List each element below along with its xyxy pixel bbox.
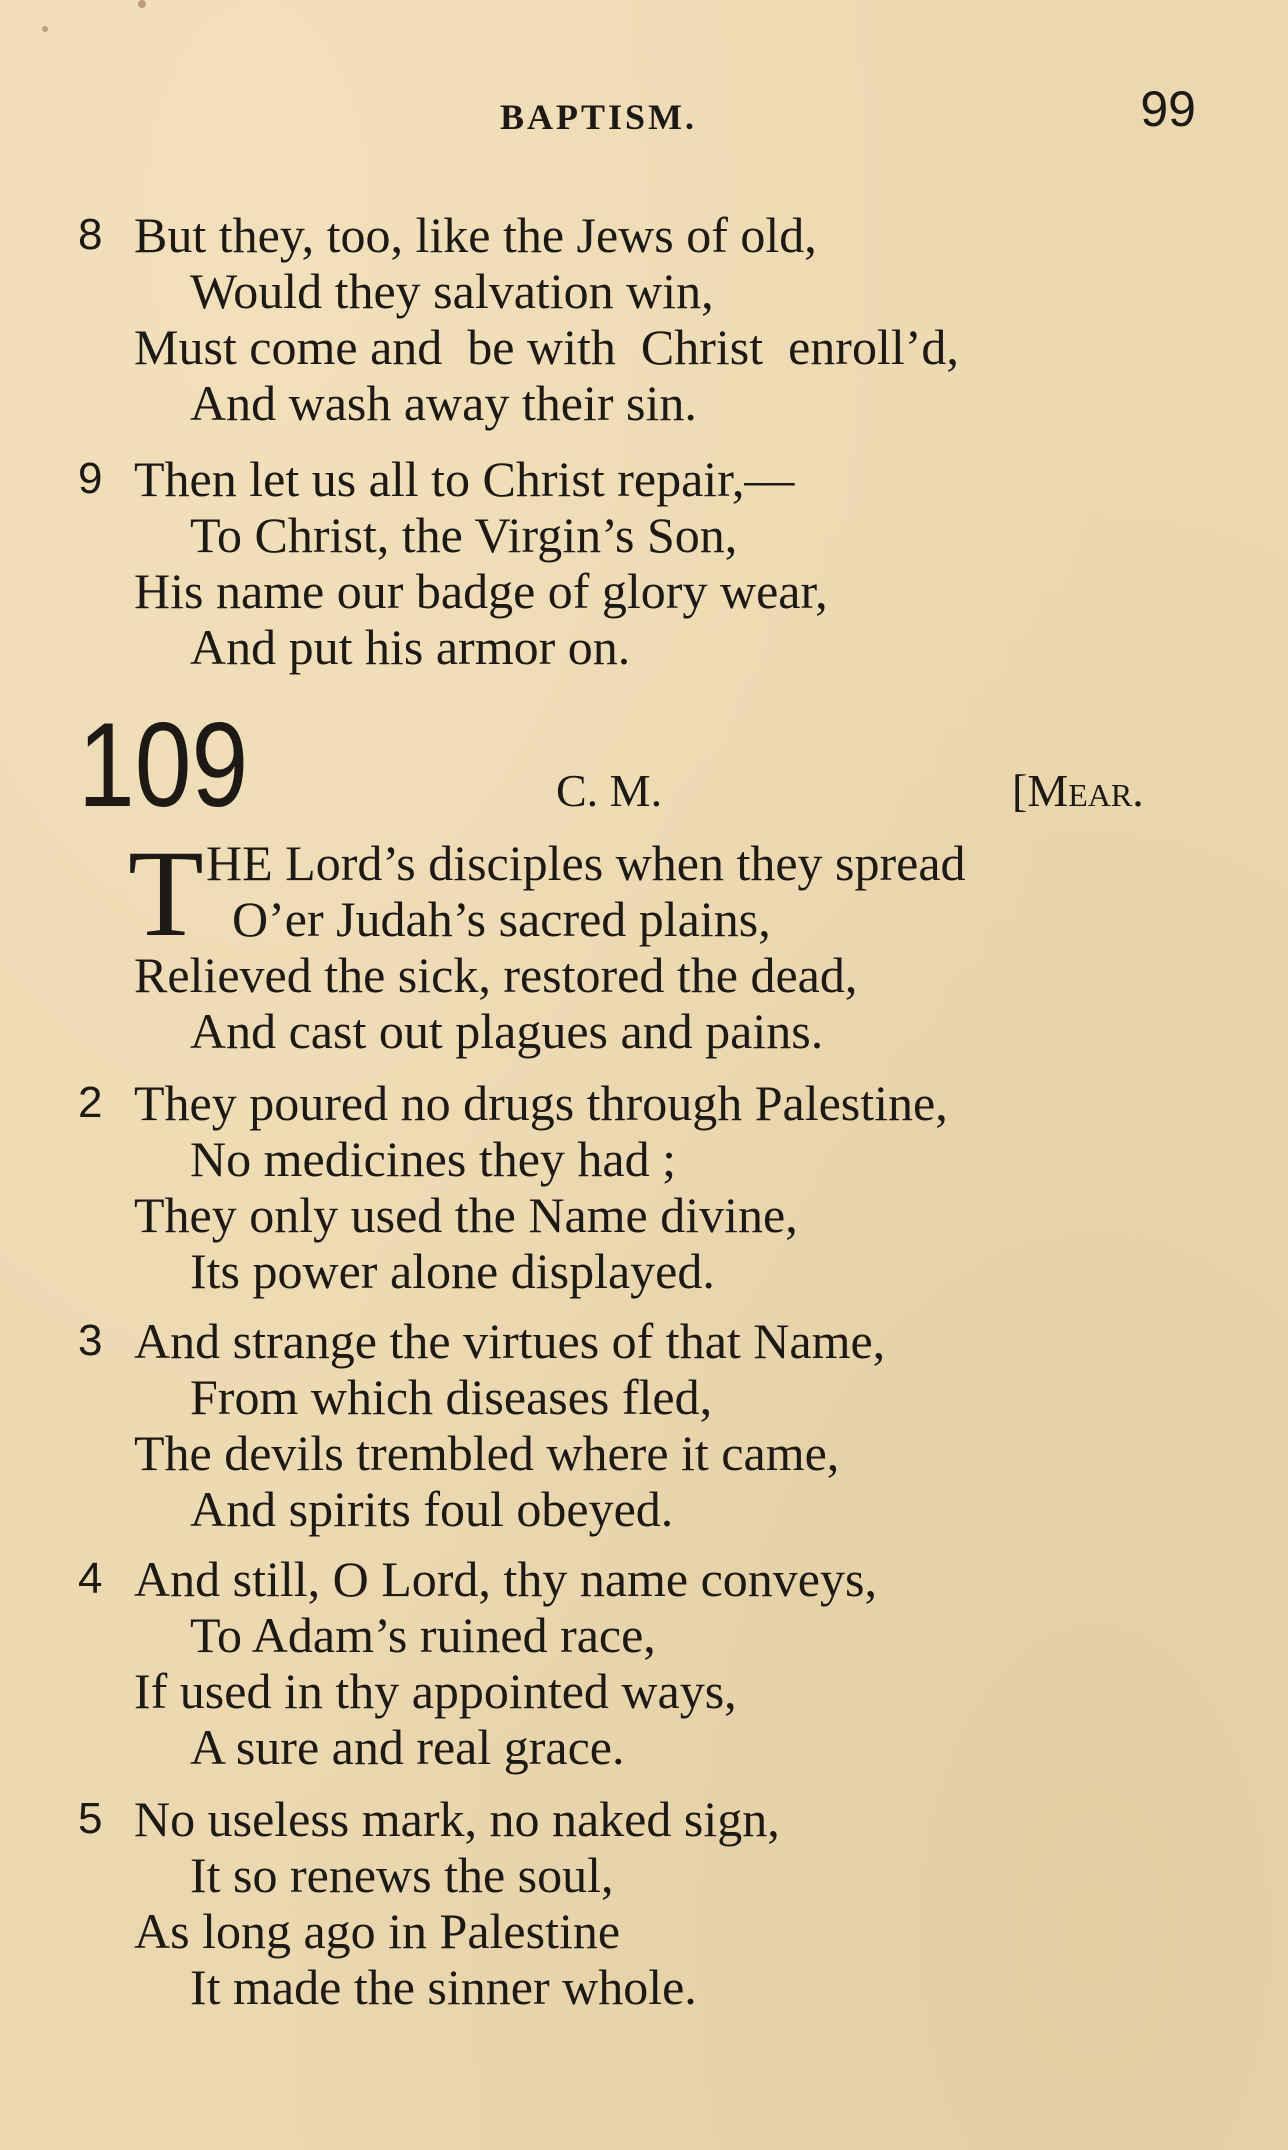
ink-speck (42, 26, 48, 32)
verse-line: It so renews the soul, (190, 1847, 614, 1903)
verse-line: To Christ, the Virgin’s Son, (190, 507, 738, 563)
hymn-meter: C. M. (556, 765, 663, 816)
verse-line: No medicines they had ; (190, 1131, 676, 1187)
verse-line: As long ago in Palestine (134, 1903, 621, 1959)
verse-number: 3 (78, 1316, 103, 1365)
page-number: 99 (1140, 81, 1196, 137)
verse-line: And wash away their sin. (190, 375, 697, 431)
verse-line: His name our badge of glory wear, (134, 563, 828, 619)
verse-line: From which diseases fled, (190, 1369, 713, 1425)
verse-line: Relieved the sick, restored the dead, (134, 947, 858, 1003)
verse-line: Would they salvation win, (190, 263, 714, 319)
verse-line: The devils trembled where it came, (134, 1425, 840, 1481)
verse-line: No useless mark, no naked sign, (134, 1791, 780, 1847)
verse-line: To Adam’s ruined race, (190, 1607, 656, 1663)
verse-number: 8 (78, 210, 103, 259)
verse-line: Then let us all to Christ repair,— (134, 451, 795, 507)
verse-line: Must come and be with Christ enroll’d, (134, 319, 959, 375)
verse-line: They only used the Name divine, (134, 1187, 798, 1243)
verse-line: And spirits foul obeyed. (190, 1481, 674, 1537)
tune-name: [Mear. (1012, 765, 1144, 816)
verse-line: A sure and real grace. (190, 1719, 625, 1775)
drop-cap: T (128, 825, 204, 962)
verse-line: And strange the virtues of that Name, (134, 1313, 886, 1369)
verse-line: If used in thy appointed ways, (134, 1663, 737, 1719)
verse-line: They poured no drugs through Palestine, (134, 1075, 948, 1131)
verse-line: But they, too, like the Jews of old, (134, 207, 817, 263)
verse-line: O’er Judah’s sacred plains, (232, 891, 771, 947)
running-header: BAPTISM. (500, 97, 698, 137)
hymn-number: 109 (78, 698, 249, 832)
verse-line: And still, O Lord, thy name conveys, (134, 1551, 877, 1607)
verse-number: 5 (78, 1794, 103, 1843)
verse-line: Its power alone displayed. (190, 1243, 715, 1299)
verse-line: And cast out plagues and pains. (190, 1003, 824, 1059)
verse-line: And put his armor on. (190, 619, 631, 675)
ink-speck (138, 0, 146, 8)
verse-number: 4 (78, 1554, 103, 1603)
verse-number: 9 (78, 454, 103, 503)
verse-line: HE Lord’s disciples when they spread (206, 835, 966, 891)
verse-number: 2 (78, 1078, 103, 1127)
verse-line: It made the sinner whole. (190, 1959, 697, 2015)
